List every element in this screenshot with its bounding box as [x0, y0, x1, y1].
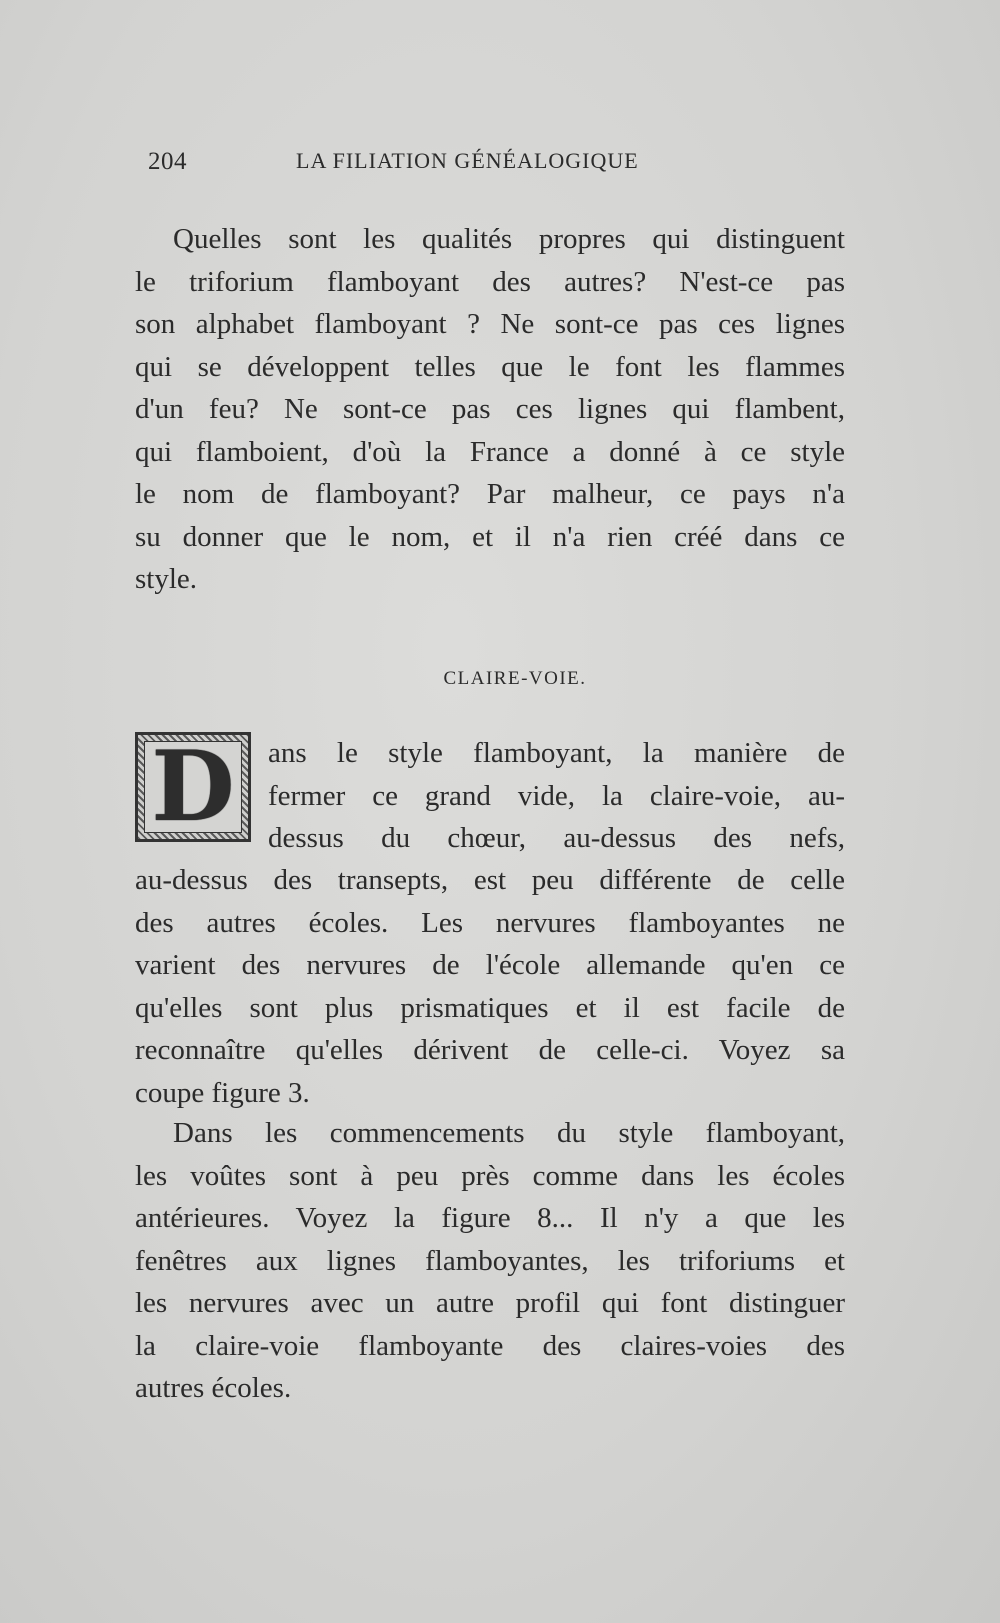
text-line: dessus du chœur, au-dessus des nefs,: [268, 822, 845, 854]
text-line: qu'elles sont plus prismatiques et il est facile de: [135, 991, 845, 1024]
text-line: la claire-voie flamboyante des claires-voies des: [135, 1329, 845, 1362]
text-line: coupe figure 3.: [135, 1076, 310, 1109]
ornamental-dropcap: [135, 732, 251, 842]
text-line: style.: [135, 563, 198, 595]
text-line: des autres écoles. Les nervures flamboyantes ne: [135, 906, 845, 939]
text-line: fenêtres aux lignes flamboyantes, les triforiums et: [135, 1244, 845, 1277]
text-line: autres écoles.: [135, 1372, 292, 1404]
text-line: le triforium flamboyant des autres? N'est-ce pas: [135, 265, 845, 298]
page-header: [148, 148, 708, 188]
text-line: les voûtes sont à peu près comme dans les écoles: [135, 1159, 845, 1192]
text-line: d'un feu? Ne sont-ce pas ces lignes qui flambent,: [135, 393, 845, 425]
section-title: CLAIRE-VOIE.: [443, 668, 587, 689]
page-number: 204: [148, 148, 187, 175]
text-line: Dans les commencements du style flamboyant,: [173, 1117, 845, 1149]
text-line: su donner que le nom, et il n'a rien créé dans ce: [135, 520, 845, 553]
paragraph-2-wrapped: [268, 732, 845, 860]
paragraph-1: [135, 218, 845, 601]
text-line: au-dessus des transepts, est peu différente de celle: [135, 864, 845, 896]
dropcap-frame: [144, 730, 242, 843]
text-line: les nervures avec un autre profil qui font distinguer: [135, 1287, 845, 1319]
text-line: qui flamboient, d'où la France a donné à ce style: [135, 435, 845, 468]
paragraph-3: [135, 1112, 845, 1410]
running-title: LA FILIATION GÉNÉALOGIQUE: [296, 148, 639, 173]
text-line: son alphabet flamboyant ? Ne sont-ce pas ces lignes: [135, 308, 845, 340]
text-line: Quelles sont les qualités propres qui distinguent: [173, 223, 845, 255]
text-line: le nom de flamboyant? Par malheur, ce pays n'a: [135, 478, 845, 510]
text-line: qui se développent telles que le font les flammes: [135, 350, 845, 383]
text-line: reconnaître qu'elles dérivent de celle-ci. Voyez sa: [135, 1034, 845, 1066]
text-line: ans le style flamboyant, la manière de: [268, 737, 845, 769]
paragraph-2: [135, 859, 845, 1114]
text-line: varient des nervures de l'école allemande qu'en ce: [135, 949, 845, 981]
dropcap-letter: D: [151, 730, 235, 843]
text-line: fermer ce grand vide, la claire-voie, au-: [268, 779, 845, 812]
text-line: antérieures. Voyez la figure 8... Il n'y a que les: [135, 1202, 845, 1234]
